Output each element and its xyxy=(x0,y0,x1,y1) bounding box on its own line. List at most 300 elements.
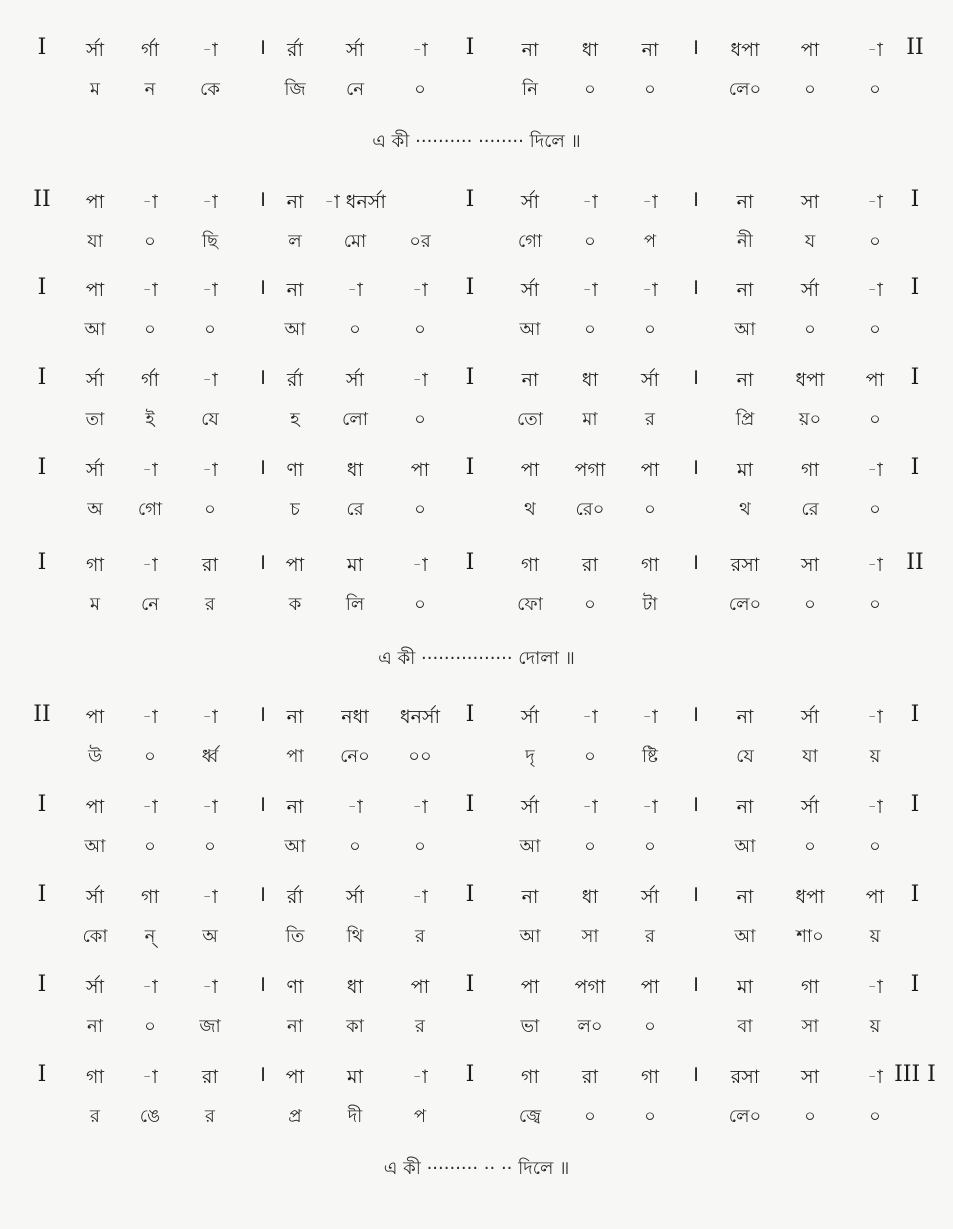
note-cell: গা xyxy=(801,976,819,998)
lyric-cell: ০ xyxy=(144,836,156,857)
lyric-cell: ০ xyxy=(644,499,656,520)
lyric-cell: ০ xyxy=(644,836,656,857)
note-cell: র্সা xyxy=(520,706,540,728)
note-cell: -া xyxy=(867,706,883,728)
lyric-cell: টা xyxy=(642,594,658,615)
note-cell: গা xyxy=(641,554,659,576)
lyric-cell: ০ xyxy=(869,409,881,430)
lyric-cell: পা xyxy=(286,746,304,767)
lyric-cell: লে০ xyxy=(728,79,762,100)
note-cell: -া xyxy=(867,976,883,998)
end-barline: II xyxy=(906,550,924,575)
lyric-cell: ০ xyxy=(584,836,596,857)
note-cell: র্সা xyxy=(345,369,365,391)
note-cell: র্সা xyxy=(85,886,105,908)
note-cell: পা xyxy=(520,976,540,998)
lyric-cell: ০ xyxy=(414,409,426,430)
notes-row xyxy=(0,877,953,917)
lyric-cell: ০ xyxy=(584,319,596,340)
note-cell: -া xyxy=(642,796,658,818)
lyric-cell: ০ xyxy=(869,319,881,340)
note-cell: পা xyxy=(85,796,105,818)
note-cell: পা xyxy=(800,39,820,61)
note-cell: -া xyxy=(867,279,883,301)
notes-row xyxy=(0,697,953,737)
note-cell: মা xyxy=(346,1066,364,1088)
lyrics-row xyxy=(0,1097,953,1137)
note-cell: না xyxy=(521,369,539,391)
start-barline: I xyxy=(37,882,47,907)
barline: । xyxy=(690,1062,700,1087)
lyric-cell: মা xyxy=(582,409,598,430)
note-cell: পা xyxy=(85,279,105,301)
barline: । xyxy=(690,187,700,212)
lyric-cell: যে xyxy=(736,746,754,767)
note-cell: -া xyxy=(582,191,598,213)
lyric-cell: লো xyxy=(342,409,368,430)
note-cell: নধা xyxy=(341,706,369,728)
note-cell: না xyxy=(286,279,304,301)
lyric-cell: ০ xyxy=(584,1106,596,1127)
note-cell: রসা xyxy=(730,1066,760,1088)
start-barline: I xyxy=(37,455,47,480)
note-cell: -া xyxy=(142,1066,158,1088)
note-cell: ধপা xyxy=(795,369,825,391)
lyric-cell: ০ xyxy=(349,836,361,857)
note-cell: রা xyxy=(582,1066,598,1088)
refrain-line: এ কী ········· ·· ·· দিলে ॥ xyxy=(383,1158,570,1179)
note-cell: ধা xyxy=(581,886,599,908)
lyric-cell: ০ xyxy=(414,499,426,520)
lyric-cell: আ xyxy=(84,319,106,340)
note-cell: র্সা xyxy=(520,796,540,818)
note-cell: -া xyxy=(412,39,428,61)
lyric-cell: রে xyxy=(801,499,819,520)
lyrics-row xyxy=(0,70,953,110)
lyric-cell: তা xyxy=(85,409,105,430)
barline: । xyxy=(690,455,700,480)
lyric-cell: লি xyxy=(345,594,365,615)
staff-system xyxy=(0,787,953,873)
lyric-cell: ০র xyxy=(409,231,431,252)
lyric-cell: না xyxy=(287,1016,303,1037)
lyric-cell: র xyxy=(645,926,655,947)
lyric-cell: আ xyxy=(734,319,756,340)
note-cell: -া xyxy=(202,459,218,481)
note-cell: -া xyxy=(142,554,158,576)
lyric-cell: মো xyxy=(343,231,367,252)
note-cell: -া xyxy=(202,279,218,301)
note-cell: র্সা xyxy=(85,39,105,61)
note-cell: -া xyxy=(867,796,883,818)
lyrics-row xyxy=(0,827,953,867)
note-cell: র্সা xyxy=(800,796,820,818)
barline: I xyxy=(465,275,475,300)
note-cell: র্সা xyxy=(85,459,105,481)
note-cell: ধপা xyxy=(730,39,760,61)
note-cell: র্সা xyxy=(520,279,540,301)
lyric-cell: য়০ xyxy=(798,409,822,430)
staff-system xyxy=(0,30,953,116)
barline: । xyxy=(257,455,267,480)
end-barline: I xyxy=(910,972,920,997)
lyric-cell: ০ xyxy=(869,1106,881,1127)
start-barline: I xyxy=(37,550,47,575)
lyric-cell: ল xyxy=(288,231,302,252)
end-barline: I xyxy=(910,275,920,300)
lyrics-row xyxy=(0,585,953,625)
lyric-cell: ০ xyxy=(414,836,426,857)
start-barline: II xyxy=(33,187,51,212)
barline: I xyxy=(465,972,475,997)
lyric-cell: ০ xyxy=(869,79,881,100)
lyric-cell: ০০ xyxy=(408,746,432,767)
lyric-cell: ০ xyxy=(204,836,216,857)
note-cell: না xyxy=(641,39,659,61)
lyric-cell: প্রি xyxy=(735,409,755,430)
lyric-cell: ০ xyxy=(804,594,816,615)
note-cell: -া xyxy=(412,1066,428,1088)
staff-system xyxy=(0,697,953,783)
lyrics-row xyxy=(0,737,953,777)
note-cell: গা xyxy=(801,459,819,481)
lyric-cell: র্ধ্ব xyxy=(201,746,219,767)
note-cell: -া xyxy=(642,279,658,301)
note-cell: রা xyxy=(582,554,598,576)
note-cell: -া xyxy=(412,369,428,391)
note-cell: রা xyxy=(202,1066,218,1088)
staff-system xyxy=(0,450,953,536)
lyric-cell: র xyxy=(205,1106,215,1127)
barline: । xyxy=(257,792,267,817)
lyric-cell: নে xyxy=(140,594,160,615)
note-cell: র্রা xyxy=(287,39,303,61)
note-cell: -া xyxy=(202,796,218,818)
note-cell: -া xyxy=(202,706,218,728)
notes-row xyxy=(0,360,953,400)
lyric-cell: ০ xyxy=(414,79,426,100)
note-cell: রা xyxy=(202,554,218,576)
note-cell: ধপা xyxy=(795,886,825,908)
barline: । xyxy=(257,365,267,390)
note-cell: না xyxy=(286,706,304,728)
lyric-cell: য় xyxy=(869,926,881,947)
barline: I xyxy=(465,455,475,480)
lyrics-row xyxy=(0,310,953,350)
lyric-cell: ঙে xyxy=(139,1106,161,1127)
barline: । xyxy=(257,1062,267,1087)
lyric-cell: আ xyxy=(84,836,106,857)
note-cell: ধা xyxy=(581,39,599,61)
lyric-cell: ০ xyxy=(584,594,596,615)
note-cell: না xyxy=(736,191,754,213)
end-barline: I xyxy=(910,455,920,480)
note-cell: পা xyxy=(640,459,660,481)
lyric-cell: ০ xyxy=(144,319,156,340)
note-cell: -া xyxy=(347,279,363,301)
note-cell: পা xyxy=(85,191,105,213)
note-cell: -া xyxy=(142,976,158,998)
lyric-cell: ০ xyxy=(644,79,656,100)
note-cell: -া xyxy=(347,796,363,818)
note-cell: পা xyxy=(410,976,430,998)
note-cell: -া xyxy=(202,39,218,61)
note-cell: র্সা xyxy=(85,976,105,998)
note-cell: র্রা xyxy=(287,369,303,391)
lyric-cell: যে xyxy=(201,409,219,430)
barline: I xyxy=(465,882,475,907)
note-cell: র্সা xyxy=(640,369,660,391)
staff-system xyxy=(0,877,953,963)
staff-system xyxy=(0,270,953,356)
note-cell: -া xyxy=(867,554,883,576)
start-barline: I xyxy=(37,275,47,300)
note-cell: পা xyxy=(285,554,305,576)
note-cell: র্সা xyxy=(800,279,820,301)
notes-row xyxy=(0,182,953,222)
barline: । xyxy=(257,702,267,727)
note-cell: মা xyxy=(346,554,364,576)
lyric-cell: র xyxy=(415,1016,425,1037)
barline: I xyxy=(465,792,475,817)
note-cell: না xyxy=(736,796,754,818)
note-cell: -া xyxy=(142,191,158,213)
note-cell: গা xyxy=(86,1066,104,1088)
lyric-cell: ০ xyxy=(869,231,881,252)
lyric-cell: লে০ xyxy=(728,594,762,615)
staff-system xyxy=(0,182,953,268)
note-cell: -া xyxy=(582,796,598,818)
lyric-cell: ০ xyxy=(804,1106,816,1127)
note-cell: গা xyxy=(141,886,159,908)
note-cell: পা xyxy=(865,886,885,908)
lyric-cell: ০ xyxy=(144,746,156,767)
note-cell: -া xyxy=(142,706,158,728)
barline: I xyxy=(465,35,475,60)
note-cell: র্সা xyxy=(345,39,365,61)
lyric-cell: ই xyxy=(145,409,155,430)
barline: । xyxy=(257,275,267,300)
lyric-cell: অ xyxy=(87,499,103,520)
lyric-cell: আ xyxy=(284,319,306,340)
lyric-cell: আ xyxy=(519,319,541,340)
lyric-cell: য় xyxy=(869,1016,881,1037)
barline: I xyxy=(465,702,475,727)
note-cell: -া xyxy=(642,706,658,728)
lyric-cell: র xyxy=(205,594,215,615)
note-cell: র্সা xyxy=(800,706,820,728)
end-barline: I xyxy=(910,882,920,907)
staff-system xyxy=(0,1057,953,1143)
lyric-cell: লে০ xyxy=(728,1106,762,1127)
note-cell: ধনর্সা xyxy=(399,706,441,728)
note-cell: গা xyxy=(641,1066,659,1088)
barline: । xyxy=(257,550,267,575)
lyric-cell: ০ xyxy=(644,319,656,340)
end-barline: I xyxy=(910,187,920,212)
lyric-cell: থ xyxy=(739,499,751,520)
note-cell: -া xyxy=(867,39,883,61)
note-cell: র্রা xyxy=(287,886,303,908)
lyric-cell: ন xyxy=(144,79,156,100)
lyric-cell: কে xyxy=(200,79,220,100)
end-barline: I xyxy=(910,792,920,817)
start-barline: I xyxy=(37,792,47,817)
staff-system xyxy=(0,360,953,446)
lyric-cell: য xyxy=(804,231,816,252)
lyric-cell: দী xyxy=(347,1106,363,1127)
lyric-cell: কো xyxy=(82,926,108,947)
note-cell: র্গা xyxy=(141,369,159,391)
lyric-cell: জ্বে xyxy=(518,1106,542,1127)
end-barline: I xyxy=(910,365,920,390)
note-cell: ণা xyxy=(286,459,304,481)
lyric-cell: ল০ xyxy=(577,1016,603,1037)
note-cell: সা xyxy=(800,1066,820,1088)
note-cell: না xyxy=(736,279,754,301)
note-cell: -া xyxy=(202,886,218,908)
barline: । xyxy=(257,972,267,997)
note-cell: রসা xyxy=(730,554,760,576)
notes-row xyxy=(0,450,953,490)
note-cell: -া xyxy=(202,191,218,213)
lyric-cell: ০ xyxy=(584,746,596,767)
lyric-cell: আ xyxy=(519,926,541,947)
note-cell: -া xyxy=(867,191,883,213)
barline: । xyxy=(690,35,700,60)
barline: । xyxy=(690,792,700,817)
end-barline: I xyxy=(910,702,920,727)
note-cell: গা xyxy=(521,1066,539,1088)
note-cell: পগা xyxy=(574,976,606,998)
note-cell: না xyxy=(736,369,754,391)
start-barline: I xyxy=(37,35,47,60)
refrain-line: এ কী ·········· ········ দিলে ॥ xyxy=(372,131,581,152)
lyric-cell: দৃ xyxy=(525,746,535,767)
barline: । xyxy=(257,882,267,907)
lyric-cell: কা xyxy=(346,1016,364,1037)
lyric-cell: ০ xyxy=(804,319,816,340)
lyric-cell: আ xyxy=(519,836,541,857)
lyric-cell: নী xyxy=(737,231,753,252)
lyric-cell: ০ xyxy=(644,1106,656,1127)
lyric-cell: প xyxy=(643,231,657,252)
lyrics-row xyxy=(0,917,953,957)
lyric-cell: ০ xyxy=(584,231,596,252)
lyric-cell: যা xyxy=(802,746,818,767)
start-barline: I xyxy=(37,365,47,390)
lyric-cell: বা xyxy=(737,1016,753,1037)
barline: I xyxy=(465,365,475,390)
notes-row xyxy=(0,30,953,70)
refrain-line: এ কী ················ দোলা ॥ xyxy=(378,648,575,669)
lyric-cell: ০ xyxy=(869,836,881,857)
lyrics-row xyxy=(0,1007,953,1047)
note-cell: -া xyxy=(867,459,883,481)
lyric-cell: চ xyxy=(290,499,300,520)
lyric-cell: ০ xyxy=(144,231,156,252)
lyric-cell: থ xyxy=(524,499,536,520)
notes-row xyxy=(0,1057,953,1097)
lyric-cell: ম xyxy=(90,79,100,100)
lyric-cell: ন্ xyxy=(144,926,156,947)
lyric-cell: সা xyxy=(801,1016,819,1037)
note-cell: মা xyxy=(736,976,754,998)
note-cell: পা xyxy=(640,976,660,998)
lyric-cell: যা xyxy=(87,231,103,252)
barline: I xyxy=(465,1062,475,1087)
lyric-cell: ০ xyxy=(414,594,426,615)
note-cell: না xyxy=(286,191,304,213)
lyric-cell: নে xyxy=(345,79,365,100)
note-cell: পা xyxy=(865,369,885,391)
note-cell: ধা xyxy=(346,976,364,998)
note-cell: -া xyxy=(412,886,428,908)
note-cell: -া xyxy=(867,1066,883,1088)
lyric-cell: র xyxy=(415,926,425,947)
end-barline: III I xyxy=(894,1062,936,1087)
note-cell: -া xyxy=(142,796,158,818)
barline: । xyxy=(257,35,267,60)
note-cell: -া xyxy=(412,554,428,576)
notes-row xyxy=(0,270,953,310)
lyric-cell: জা xyxy=(199,1016,221,1037)
lyric-cell: ০ xyxy=(644,1016,656,1037)
end-barline: II xyxy=(906,35,924,60)
lyric-cell: ভা xyxy=(520,1016,540,1037)
note-cell: পা xyxy=(410,459,430,481)
note-cell: পা xyxy=(85,706,105,728)
barline: । xyxy=(690,550,700,575)
barline: I xyxy=(465,187,475,212)
lyric-cell: হ xyxy=(290,409,300,430)
lyric-cell: নি xyxy=(522,79,538,100)
lyric-cell: আ xyxy=(734,926,756,947)
lyrics-row xyxy=(0,490,953,530)
note-cell: -া ধনর্সা xyxy=(324,191,386,213)
barline: । xyxy=(690,275,700,300)
lyrics-row xyxy=(0,222,953,262)
note-cell: ধা xyxy=(346,459,364,481)
note-cell: গা xyxy=(521,554,539,576)
staff-system xyxy=(0,967,953,1053)
barline: । xyxy=(690,702,700,727)
lyric-cell: সা xyxy=(581,926,599,947)
note-cell: সা xyxy=(800,554,820,576)
note-cell: র্গা xyxy=(141,39,159,61)
barline: । xyxy=(690,972,700,997)
note-cell: -া xyxy=(142,459,158,481)
lyric-cell: নে০ xyxy=(340,746,370,767)
lyric-cell: ০ xyxy=(869,594,881,615)
note-cell: -া xyxy=(202,976,218,998)
lyric-cell: ০ xyxy=(804,79,816,100)
lyric-cell: প্র xyxy=(288,1106,302,1127)
lyric-cell: আ xyxy=(284,836,306,857)
lyric-cell: থি xyxy=(346,926,364,947)
lyric-cell: র xyxy=(90,1106,100,1127)
lyric-cell: ক xyxy=(288,594,302,615)
lyric-cell: অ xyxy=(202,926,218,947)
staff-system xyxy=(0,545,953,631)
note-cell: সা xyxy=(800,191,820,213)
note-cell: -া xyxy=(412,796,428,818)
lyric-cell: তো xyxy=(516,409,544,430)
note-cell: -া xyxy=(412,279,428,301)
note-cell: -া xyxy=(582,279,598,301)
note-cell: ণা xyxy=(286,976,304,998)
lyric-cell: ০ xyxy=(204,499,216,520)
